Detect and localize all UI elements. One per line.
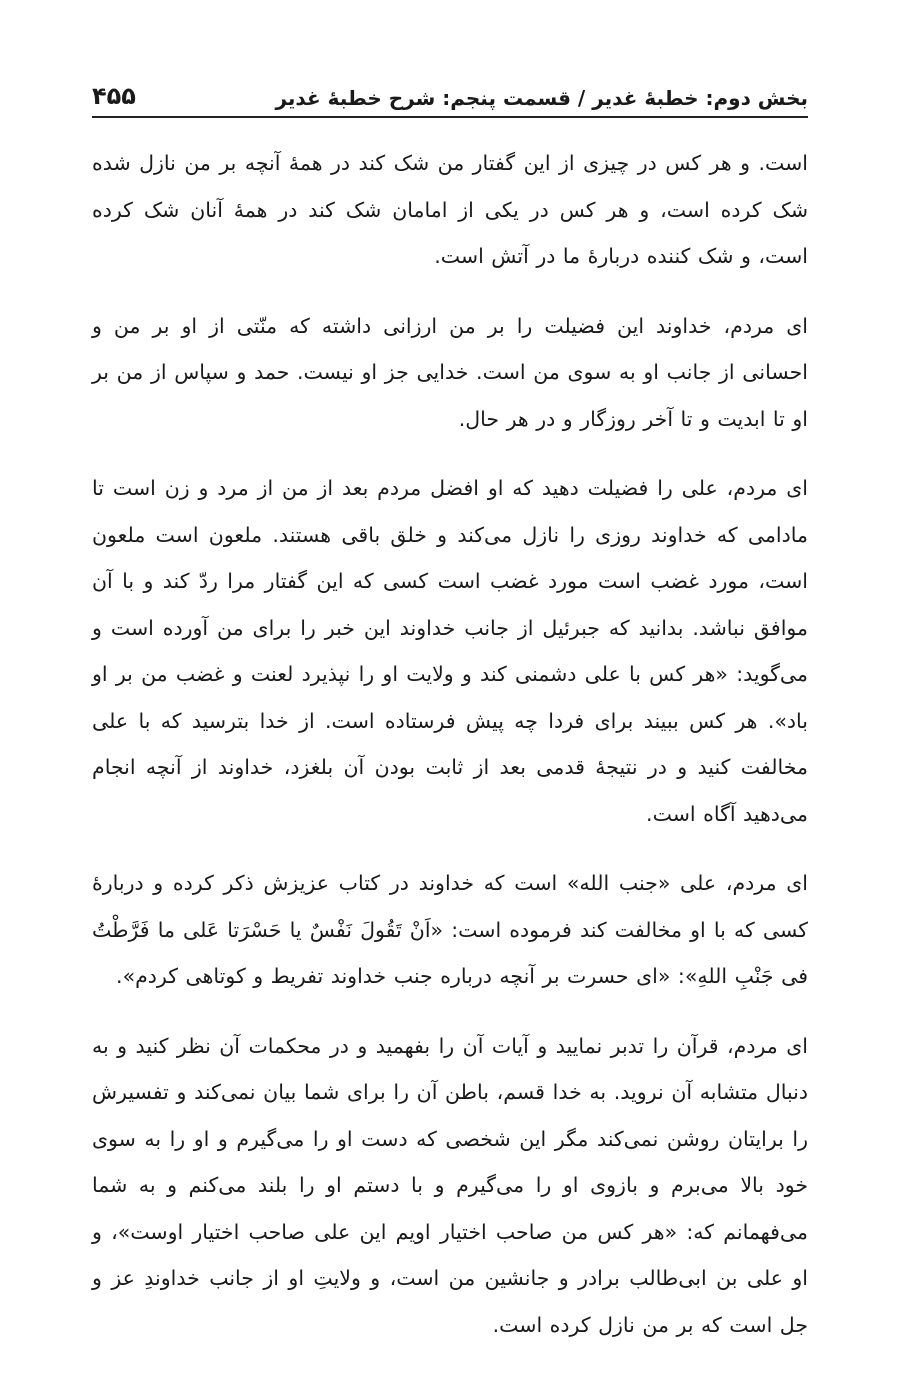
- paragraph: ای مردم، علی را فضیلت دهید که او افضل مردم بعد از من از مرد و زن است تا مادامی که خداوند روزی را نازل می‌کند و خلق باقی هستند. ملعون است ملعون است، مورد غضب است مورد غضب است کسی که این گفتار مرا ردّ کند و با آن موافق نباشد. بدانید که جبرئیل از جانب خداوند این خبر را برای من آورده است و می‌گوید: «هر کس با علی دشمنی کند و ولایت او را نپذیرد لعنت و غضب من بر او باد». هر کس ببیند برای فردا چه پیش فرستاده است. از خدا بترسید که با علی مخالفت کنید و در نتیجهٔ قدمی بعد از ثابت بودن آن بلغزد، خداوند از آنچه انجام می‌دهید آگاه است.: [92, 476, 808, 826]
- paragraph: ای مردم، علی «جنب الله» است که خداوند در کتاب عزیزش ذکر کرده و دربارهٔ کسی که با او مخالفت کند فرموده است: «اَنْ تَقُولَ نَفْسٌ یا حَسْرَتا عَلی ما فَرَّطْتُ فی جَنْبِ اللهِ»: «ای حسرت بر آنچه درباره جنب خداوند تفریط و کوتاهی کردم».: [92, 871, 808, 988]
- page-body: [92, 140, 808, 1371]
- paragraph: ای مردم، خداوند این فضیلت را بر من ارزانی داشته که منّتی از او بر من و احسانی از جانب او به سوی من است. خدایی جز او نیست. حمد و سپاس از من بر او تا ابدیت و تا آخر روزگار و در هر حال.: [92, 313, 808, 431]
- running-title: بخش دوم: خطبهٔ غدیر / قسمت پنجم: شرح خطبهٔ غدیر: [275, 86, 808, 110]
- paragraph: ای مردم، قرآن را تدبر نمایید و آیات آن را بفهمید و در محکمات آن نظر کنید و به دنبال متشابه آن نروید. به خدا قسم، باطن آن را برای شما بیان نمی‌کند و تفسیرش را برایتان روشن نمی‌کند مگر این شخصی که دست او را می‌گیرم و او را به سوی خود بالا می‌برم و بازوی او را می‌گیرم و با دستم او را بلند می‌کنم و به شما می‌فهمانم که: «هر کس من صاحب اختیار اویم این علی صاحب اختیار اوست»، و او علی بن ابی‌طالب برادر و جانشین من است، و ولایتِ او از جانب خداوندِ عز و جل است که بر من نازل کرده است.: [92, 1033, 808, 1337]
- page-header: [92, 70, 808, 118]
- paragraph: است. و هر کس در چیزی از این گفتار من شک کند در همهٔ آنچه بر من نازل شده شک کرده است، و هر کس در یکی از امامان شک کند در همهٔ آنان شک کرده است، و شک کننده دربارهٔ ما در آتش است.: [92, 151, 808, 268]
- page-number: ۴۵۵: [92, 82, 136, 110]
